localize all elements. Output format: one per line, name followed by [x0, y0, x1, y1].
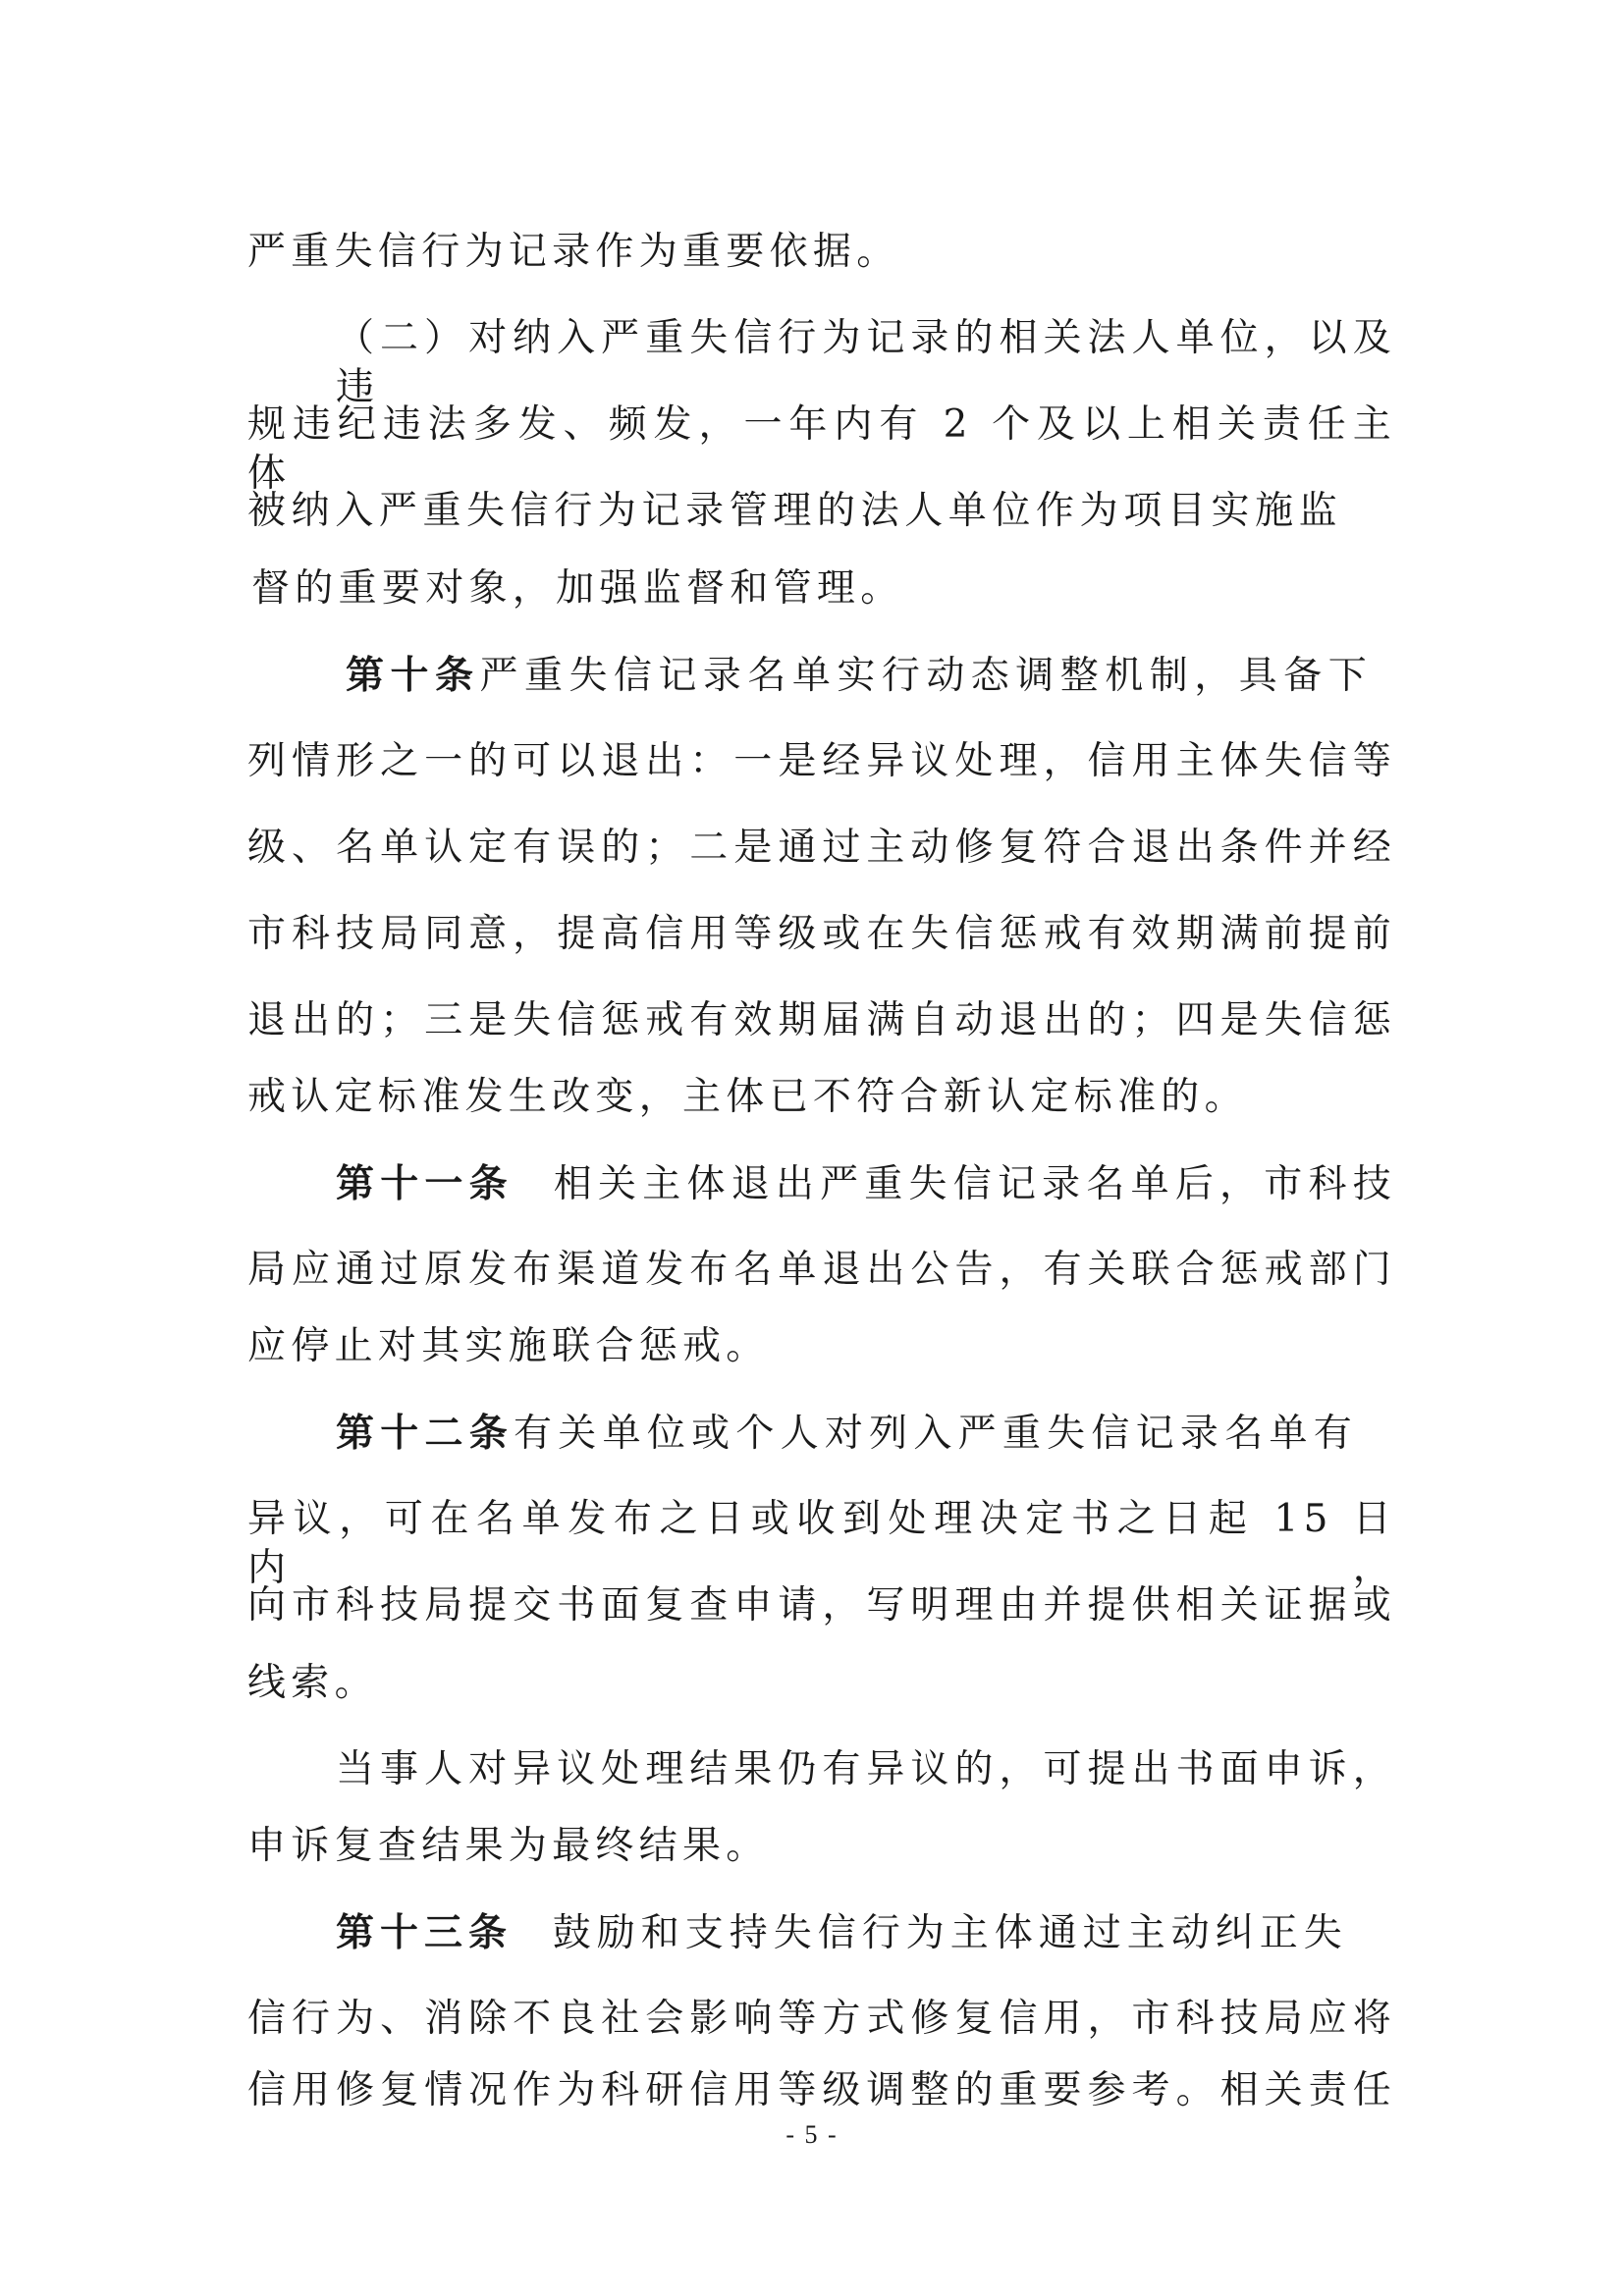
text-span: 有关单位或个人对列入严重失信记录名单有 — [514, 1412, 1358, 1456]
text-line: 应停止对其实施联合惩戒。 — [247, 1324, 770, 1368]
article-13-line — [336, 1908, 1347, 1957]
text-line: 被纳入严重失信行为记录管理的法人单位作为项目实施监 — [247, 489, 1342, 533]
text-line: 局应通过原发布渠道发布名单退出公告，有关联合惩戒部门 — [247, 1248, 1396, 1292]
text-line: 规违纪违法多发、频发，一年内有 2 个及以上相关责任主体 — [247, 402, 1396, 496]
text-line: 级、名单认定有误的；二是通过主动修复符合退出条件并经 — [247, 826, 1396, 870]
text-line: 列情形之一的可以退出：一是经异议处理，信用主体失信等 — [247, 739, 1396, 783]
text-line: 向市科技局提交书面复查申请，写明理由并提供相关证据或 — [247, 1583, 1396, 1628]
article-12-line — [336, 1409, 1357, 1458]
article-11-line — [336, 1159, 1396, 1208]
text-span: 严重失信记录名单实行动态调整机制，具备下 — [479, 654, 1372, 698]
article-heading: 第十条 — [346, 653, 480, 698]
text-span: 鼓励和支持失信行为主体通过主动纠正失 — [552, 1911, 1347, 1955]
article-heading: 第十三条 — [336, 1910, 513, 1955]
text-line: （二）对纳入严重失信行为记录的相关法人单位，以及违 — [336, 316, 1396, 409]
text-line: 督的重要对象，加强监督和管理。 — [251, 566, 904, 611]
text-line: 异议，可在名单发布之日或收到处理决定书之日起 15 日内， — [247, 1497, 1396, 1590]
text-line: 当事人对异议处理结果仍有异议的，可提出书面申诉， — [336, 1747, 1396, 1791]
text-line: 戒认定标准发生改变，主体已不符合新认定标准的。 — [247, 1075, 1248, 1119]
text-line: 信行为、消除不良社会影响等方式修复信用，市科技局应将 — [247, 1997, 1396, 2041]
text-line: 申诉复查结果为最终结果。 — [247, 1824, 770, 1868]
article-heading: 第十二条 — [336, 1411, 514, 1456]
text-line: 信用修复情况作为科研信用等级调整的重要参考。相关责任 — [247, 2068, 1396, 2112]
page-number: - 5 - — [785, 2120, 839, 2149]
text-line: 退出的；三是失信惩戒有效期届满自动退出的；四是失信惩 — [247, 998, 1396, 1042]
article-10-line — [346, 651, 1372, 700]
text-span: 相关主体退出严重失信记录名单后，市科技 — [552, 1162, 1397, 1206]
text-line: 线索。 — [247, 1661, 378, 1705]
text-line: 严重失信行为记录作为重要依据。 — [247, 230, 900, 274]
article-heading: 第十一条 — [336, 1161, 514, 1206]
text-line: 市科技局同意，提高信用等级或在失信惩戒有效期满前提前 — [247, 912, 1396, 956]
